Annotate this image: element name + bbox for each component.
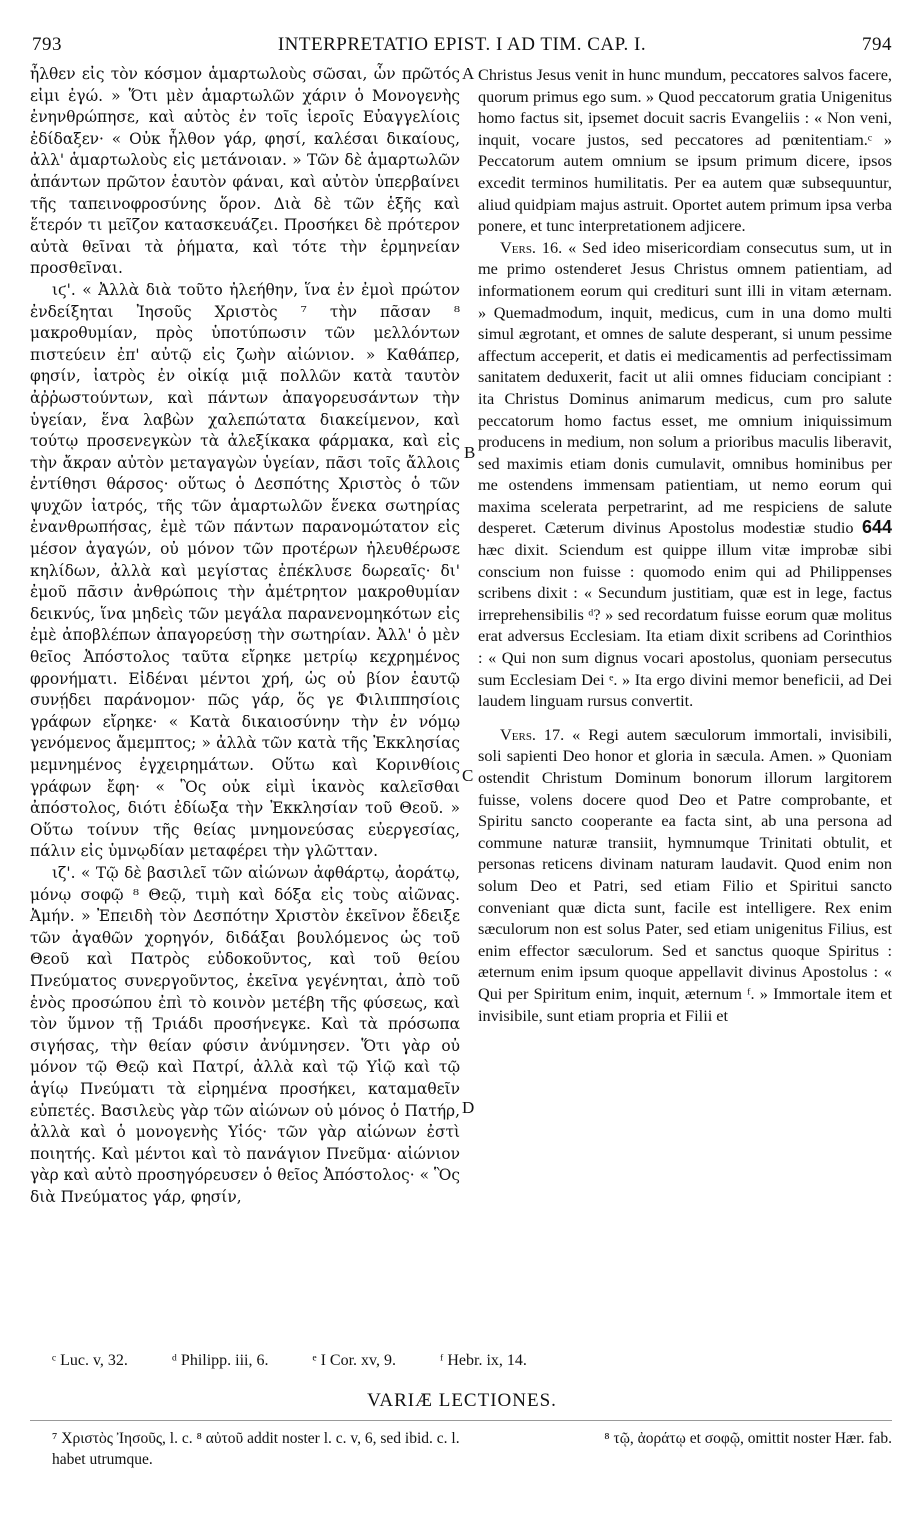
running-title: INTERPRETATIO EPIST. I AD TIM. CAP. I.	[277, 34, 647, 55]
variant-note: ⁷ Χριστὸς Ἰησοῦς, l. c. ⁸ αὐτοῦ addit noster l. c. v, 6, sed ibid. c. l. habet utrumque.	[52, 1430, 460, 1468]
margin-marker-d: D	[462, 1098, 475, 1117]
greek-paragraph: ιζ'. « Τῷ δὲ βασιλεῖ τῶν αἰώνων ἀφθάρτῳ, ἀοράτῳ, μόνῳ σοφῷ ⁸ Θεῷ, τιμὴ καὶ δόξα εἰς τοὺς αἰῶνας. Ἀμήν. » Ἐπειδὴ τὸν Δεσπότην Χριστὸν ἐκεῖνον ἔδειξε τῶν ἀγαθῶν χορηγόν, διδάξαι βουλόμενος ὡς τοῦ Θεοῦ καὶ Πατρὸς εὐδοκοῦντος, καὶ τοῦ θείου Πνεύματος συνεργοῦντος, ἐκεῖνα γεγένηται, ἀπὸ τοῦ ἑνὸς προσώπου ἐπὶ τὸ κοινὸν μετέβη τῆς φύσεως, καὶ τὸν ὕμνον τῇ Τριάδι προσήνεγκε. Καὶ τὰ πρόσωπα σιγήσας, τὴν θείαν φύσιν ἀνύμνησεν. Ὅτι γὰρ οὐ μόνον τῷ Θεῷ καὶ Πατρί, ἀλλὰ καὶ τῷ Υἱῷ καὶ τῷ ἁγίῳ Πνεύματι τὰ εἰρημένα προσήκει, καταμαθεῖν εὐπετές. Βασιλεὺς γὰρ τῶν αἰώνων οὐ μόνος ὁ Πατήρ, ἀλλὰ καὶ ὁ μονογενὴς Υἱός· τῶν γὰρ αἰώνων ἐστὶ ποιητής. Καὶ μέντοι καὶ τὸ πανάγιον Πνεῦμα· αἰώνιον γὰρ καὶ αὐτὸ προσηγόρευσεν ὁ θεῖος Ἀπόστολος· « Ὃς διὰ Πνεύματος γάρ, φησίν,	[30, 863, 460, 1206]
latin-paragraph	[478, 64, 892, 237]
divider	[30, 1420, 892, 1421]
greek-paragraph: ἦλθεν εἰς τὸν κόσμον ἁμαρτωλοὺς σῶσαι, ὧν πρῶτός εἰμι ἐγώ. » Ὅτι μὲν ἁμαρτωλῶν χάριν ὁ Μονογενὴς ἐνηνθρώπησε, καὶ αὐτὸς ἐν τοῖς ἱεροῖς Εὐαγγελίοις ἐδίδαξεν· « Οὐκ ἦλθον γάρ, φησί, καλέσαι δικαίους, ἀλλ' ἁμαρτωλοὺς εἰς μετάνοιαν. » Τῶν δὲ ἁμαρτωλῶν ἁπάντων πρῶτον ἑαυτὸν φάναι, καὶ αὐτὸν ὑπερβαίνει τῆς ταπεινοφροσύνης ὅρον. Διὰ δὲ τῶν ἑξῆς καὶ ἕτερόν τι μεῖζον κατασκευάζει. Προσήκει δὲ πρότερον αὐτὰ θεῖναι τὰ ῥήματα, καὶ τότε τὴν ἑρμηνείαν προσθεῖναι.	[30, 65, 460, 278]
column-number-badge: 644	[861, 517, 892, 538]
footnote: ᵈ Philipp. iii, 6.	[171, 1352, 269, 1369]
latin-text: « Sed ideo misericordiam consecutus sum, ut in me primo ostenderet Jesus Christus omnem patientiam, ad informationem eorum qui credituri sunt illi in vitam æternam. » Quemadmodum, inquit, medicus, cum in una domo multi simul ægrotant, et omnes de salute desperant, si unum pessime affectum acceperit, et datis ei medicamentis ad perfectissimam sanitatem deduxerit, facit ut alii omnes fiduciam concipiant : ita Christus Dominus animarum medicus, cum pro salute peccatorum homo factus esset, me omnium iniquissimum producens in medium, non solum a prioribus maculis liberavit, sed maximis etiam donis cumulavit, omnibus hominibus per me ostendens immensam patientiam, ut nemo eorum qui maxima scelerata perpetrarint, ad me respiciens de salute desperet. Cæterum divinus Apostolus modestiæ studio	[478, 237, 892, 538]
latin-text: hæc dixit. Sciendum est quippe illum vitæ improbæ sibi conscium non fuisse : quomodo enim qui ad Philippenses scribens dixit : « Secundum justitiam, quæ est in lege, factus irreprehensibilis ᵈ? » sed recordatum fuisse eorum quæ molitus erat adversus Ecclesiam. Ita etiam dixit scribens ad Corinthios : « Qui non sum dignus vocari apostolus, quoniam persecutus sum Ecclesiam Dei ᵉ. » Ita ergo divini memor beneficii, ad Dei laudem linguam rursus convertit.	[478, 540, 892, 711]
footnotes	[52, 1352, 892, 1370]
footnote: ᶜ Luc. v, 32.	[52, 1352, 128, 1369]
margin-marker-c: C	[462, 766, 474, 785]
footnote: ᵉ I Cor. xv, 9.	[312, 1352, 396, 1369]
footnote: ᶠ Hebr. ix, 14.	[440, 1352, 527, 1369]
variae-lectiones-heading: VARIÆ LECTIONES.	[367, 1390, 557, 1411]
page-number-left: 793	[32, 34, 62, 55]
latin-paragraph	[478, 724, 892, 1026]
latin-paragraph	[478, 237, 892, 712]
verse-label: Vers. 16.	[500, 237, 563, 257]
verse-label: Vers. 17.	[500, 724, 565, 744]
page-header	[32, 34, 892, 64]
latin-column	[478, 64, 892, 1026]
margin-marker-b: B	[464, 443, 476, 462]
latin-text: « Regi autem sæculorum immortali, invisibili, soli sapienti Deo honor et gloria in sæcula. Amen. » Quoniam ostendit Christum Dominum bonorum illorum largitorem fuisse, volens docere quod Deo et Patre comprobante, et Spiritu sancto cooperante ea facta sint, ab una persona ad commune naturæ transiit, hymnumque Trinitati obtulit, et personas reticens divinam naturam laudavit. Quod enim non solum Deo et Patri, sed etiam Filio et Spiritui sancto conveniant quæ dicta sunt, facile est intelligere. Rex enim sæculorum non est solus Pater, sed etiam unigenitus Filius, est enim effector sæculorum. Sed et sanctus quoque Spiritus : æternum enim ipsum quoque appellavit divinus Apostolus : « Qui per Spiritum enim, inquit, æternum ᶠ. » Immortale item et invisibile, sunt etiam propria et Filii et	[478, 724, 892, 1025]
greek-paragraph: ιϛ'. « Ἀλλὰ διὰ τοῦτο ἠλεήθην, ἵνα ἐν ἐμοὶ πρώτον ἐνδείξηται Ἰησοῦς Χριστὸς ⁷ τὴν πᾶσαν ⁸ μακροθυμίαν, πρὸς ὑποτύπωσιν τῶν μελλόντων πιστεύειν ἐπ' αὐτῷ εἰς ζωὴν αἰώνιον. » Καθάπερ, φησίν, ἰατρὸς ἐν οἰκίᾳ μιᾷ πολλῶν κατὰ ταυτὸν ἀῤῥωστούντων, καὶ πάντων ἀπαγορευσάντων τὴν ὑγείαν, ἕνα λαβὼν χαλεπώτατα διακείμενον, καὶ τούτῳ προσενεγκὼν τὰ ἀλεξίκακα φάρμακα, καὶ εἰς τὴν ἄκραν αὐτὸν μεταγαγὼν ὑγείαν, πᾶσι τοῖς ἄλλοις ἐντίθησι θάρσος· οὕτως ὁ Δεσπότης Χριστὸς ὁ τῶν ψυχῶν ἰατρός, τῆς τῶν ἁμαρτωλῶν ἕνεκα σωτηρίας ἐνανθρωπήσας, ἐμὲ τῶν πάντων παρανομώτατον εἰς μέσον ἀγαγών, οὐ μόνον τῶν προτέρων ἠλευθέρωσε κηλίδων, ἀλλὰ καὶ μεγίστας ἐπέκλυσε δωρεαῖς· δι' ἐμοῦ πᾶσιν ἀνθρώποις τὴν ἀμέτρητον μακροθυμίαν δεικνύς, ἵνα μηδεὶς τῶν μεγάλα παρανενομηκότων εἰς ἐμὲ ἀποβλέπων ἀπαγορεύσῃ τὴν σωτηρίαν. Ἀλλ' ὁ μὲν θεῖος Ἀπόστολος ταῦτα εἴρηκε μετρίῳ κεχρημένος φρονήματι. Εἰδέναι μέντοι χρή, ὡς οὐ βίον ἑαυτῷ συνῄδει παράνομον· πῶς γάρ, ὅς γε Φιλιππησίοις γράφων εἴρηκε· « Κατὰ δικαιοσύνην τὴν ἐν νόμῳ γενόμενος ἄμεμπτος; » ἀλλὰ τῶν κατὰ τῆς Ἐκκλησίας μεμνημένος ἐγχειρημάτων. Οὕτω καὶ Κορινθίοις γράφων ἔφη· « Ὃς οὐκ εἰμὶ ἱκανὸς καλεῖσθαι ἀπόστολος, διότι ἐδίωξα τὴν Ἐκκλησίαν τοῦ Θεοῦ. » Οὕτω τοίνυν τῆς θείας μνημονεύσας εὐεργεσίας, πάλιν εἰς ὑμνῳδίαν μεταφέρει τὴν γλῶτταν.	[30, 280, 460, 861]
greek-column	[30, 64, 460, 1208]
latin-text: Christus Jesus venit in hunc mundum, peccatores salvos facere, quorum primus ego sum. » Quod peccatorum gratia Unigenitus homo factus sit, ipsemet docuit sacris Evangeliis : « Non veni, inquit, vocare justos, sed peccatores ad pœnitentiam.ᶜ » Peccatorum autem omnium se ipsum primum dicere, ipsos excedit terminos humilitatis. Per ea autem quæ subsequuntur, aliud quidpiam majus astruit. Oportet autem primum ipsa verba ponere, et tunc interpretationem adjicere.	[478, 65, 892, 236]
margin-marker-a: A	[462, 64, 475, 83]
page-number-right: 794	[862, 34, 892, 55]
variant-note: ⁸ τῷ, ἀοράτῳ et σοφῷ, omittit noster Hær. fab.	[604, 1430, 892, 1447]
